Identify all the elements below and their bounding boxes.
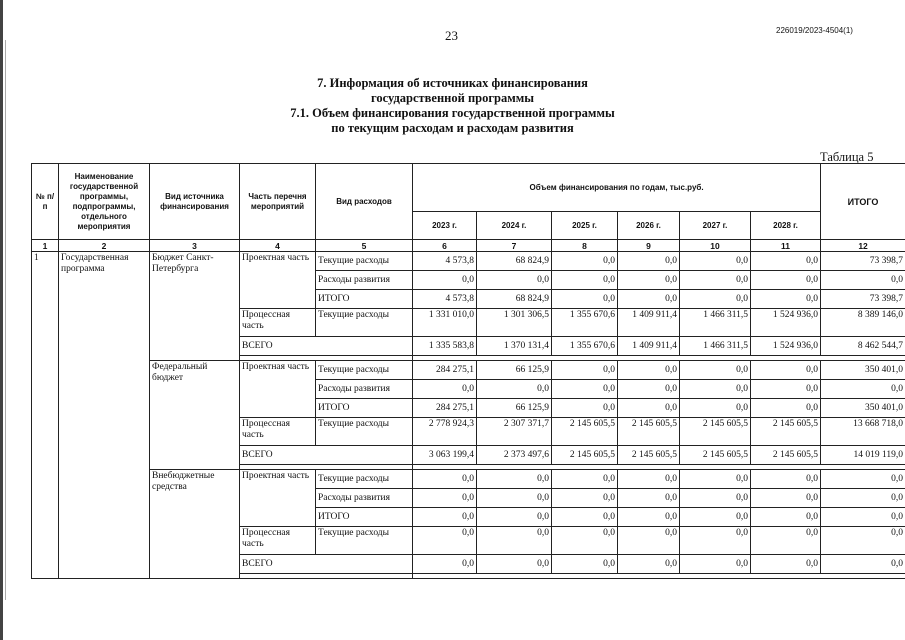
value-cell: 0,0 bbox=[751, 527, 821, 555]
scan-edge bbox=[0, 0, 3, 640]
value-cell: 2 778 924,3 bbox=[413, 418, 477, 446]
value-cell: 0,0 bbox=[618, 527, 680, 555]
value-cell: 284 275,1 bbox=[413, 399, 477, 418]
spacer-cell bbox=[413, 574, 905, 579]
value-cell: 0,0 bbox=[618, 399, 680, 418]
value-cell: 0,0 bbox=[821, 527, 905, 555]
value-cell: 0,0 bbox=[618, 380, 680, 399]
title-line: 7.1. Объем финансирования государственной программы bbox=[290, 106, 615, 120]
value-cell: 0,0 bbox=[552, 508, 618, 527]
table-row bbox=[32, 361, 905, 380]
source-name: Внебюджетные средства bbox=[150, 470, 240, 579]
header-year: 2025 г. bbox=[552, 212, 618, 240]
vsego-label: ВСЕГО bbox=[240, 337, 413, 356]
value-cell: 4 573,8 bbox=[413, 252, 477, 271]
column-number: 2 bbox=[59, 240, 150, 252]
section-title bbox=[200, 76, 705, 136]
value-cell: 0,0 bbox=[751, 470, 821, 489]
value-cell: 1 370 131,4 bbox=[477, 337, 552, 356]
header-year: 2028 г. bbox=[751, 212, 821, 240]
value-cell: 0,0 bbox=[751, 399, 821, 418]
expense-type: Расходы развития bbox=[316, 271, 413, 290]
value-cell: 0,0 bbox=[680, 489, 751, 508]
expense-type: Текущие расходы bbox=[316, 527, 413, 555]
value-cell: 0,0 bbox=[680, 399, 751, 418]
financing-table bbox=[31, 163, 905, 579]
expense-type: Расходы развития bbox=[316, 380, 413, 399]
value-cell: 0,0 bbox=[477, 470, 552, 489]
value-cell: 0,0 bbox=[413, 555, 477, 574]
value-cell: 0,0 bbox=[413, 489, 477, 508]
expense-type: Текущие расходы bbox=[316, 418, 413, 446]
value-cell: 0,0 bbox=[751, 361, 821, 380]
value-cell: 2 145 605,5 bbox=[751, 418, 821, 446]
expense-type: Текущие расходы bbox=[316, 309, 413, 337]
value-cell: 0,0 bbox=[821, 271, 905, 290]
table-row bbox=[32, 470, 905, 489]
expense-type: Текущие расходы bbox=[316, 252, 413, 271]
part-name: Проектная часть bbox=[240, 361, 316, 418]
value-cell: 0,0 bbox=[552, 470, 618, 489]
value-cell: 0,0 bbox=[477, 380, 552, 399]
value-cell: 2 145 605,5 bbox=[552, 446, 618, 465]
value-cell: 0,0 bbox=[751, 252, 821, 271]
header-year: 2024 г. bbox=[477, 212, 552, 240]
value-cell: 1 524 936,0 bbox=[751, 309, 821, 337]
value-cell: 0,0 bbox=[680, 508, 751, 527]
value-cell: 0,0 bbox=[751, 508, 821, 527]
value-cell: 68 824,9 bbox=[477, 290, 552, 309]
expense-type: ИТОГО bbox=[316, 290, 413, 309]
value-cell: 1 331 010,0 bbox=[413, 309, 477, 337]
value-cell: 2 145 605,5 bbox=[751, 446, 821, 465]
value-cell: 3 063 199,4 bbox=[413, 446, 477, 465]
table-row bbox=[32, 252, 905, 271]
column-number: 5 bbox=[316, 240, 413, 252]
value-cell: 0,0 bbox=[413, 527, 477, 555]
value-cell: 1 466 311,5 bbox=[680, 309, 751, 337]
value-cell: 8 389 146,0 bbox=[821, 309, 905, 337]
value-cell: 66 125,9 bbox=[477, 361, 552, 380]
vsego-label: ВСЕГО bbox=[240, 446, 413, 465]
value-cell: 8 462 544,7 bbox=[821, 337, 905, 356]
value-cell: 0,0 bbox=[751, 555, 821, 574]
value-cell: 73 398,7 bbox=[821, 290, 905, 309]
value-cell: 1 409 911,4 bbox=[618, 309, 680, 337]
source-name: Бюджет Санкт-Петербурга bbox=[150, 252, 240, 361]
column-number: 7 bbox=[477, 240, 552, 252]
value-cell: 2 145 605,5 bbox=[680, 418, 751, 446]
value-cell: 0,0 bbox=[413, 470, 477, 489]
column-number: 10 bbox=[680, 240, 751, 252]
part-name: Процессная часть bbox=[240, 527, 316, 555]
part-name: Процессная часть bbox=[240, 418, 316, 446]
row-number: 1 bbox=[32, 252, 59, 579]
header-expense: Вид расходов bbox=[316, 164, 413, 240]
value-cell: 0,0 bbox=[477, 508, 552, 527]
column-number: 9 bbox=[618, 240, 680, 252]
value-cell: 0,0 bbox=[477, 271, 552, 290]
value-cell: 0,0 bbox=[618, 470, 680, 489]
value-cell: 0,0 bbox=[680, 252, 751, 271]
value-cell: 0,0 bbox=[821, 508, 905, 527]
value-cell: 0,0 bbox=[618, 361, 680, 380]
value-cell: 2 145 605,5 bbox=[680, 446, 751, 465]
value-cell: 0,0 bbox=[413, 508, 477, 527]
value-cell: 1 335 583,8 bbox=[413, 337, 477, 356]
value-cell: 0,0 bbox=[552, 527, 618, 555]
table-caption: Таблица 5 bbox=[820, 150, 874, 164]
expense-type: ИТОГО bbox=[316, 399, 413, 418]
value-cell: 0,0 bbox=[618, 290, 680, 309]
page-number: 23 bbox=[445, 28, 458, 43]
value-cell: 2 373 497,6 bbox=[477, 446, 552, 465]
value-cell: 1 355 670,6 bbox=[552, 337, 618, 356]
source-name: Федеральный бюджет bbox=[150, 361, 240, 470]
value-cell: 0,0 bbox=[413, 380, 477, 399]
part-name: Проектная часть bbox=[240, 470, 316, 527]
value-cell: 0,0 bbox=[552, 361, 618, 380]
part-name: Процессная часть bbox=[240, 309, 316, 337]
document-reference: 226019/2023-4504(1) bbox=[776, 26, 853, 35]
value-cell: 0,0 bbox=[821, 489, 905, 508]
expense-type: Расходы развития bbox=[316, 489, 413, 508]
part-name: Проектная часть bbox=[240, 252, 316, 309]
header-year: 2023 г. bbox=[413, 212, 477, 240]
value-cell: 350 401,0 bbox=[821, 361, 905, 380]
value-cell: 0,0 bbox=[477, 527, 552, 555]
header-volume: Объем финансирования по годам, тыс.руб. bbox=[413, 164, 821, 212]
expense-type: Текущие расходы bbox=[316, 470, 413, 489]
header-year: 2026 г. bbox=[618, 212, 680, 240]
value-cell: 1 524 936,0 bbox=[751, 337, 821, 356]
value-cell: 1 409 911,4 bbox=[618, 337, 680, 356]
value-cell: 68 824,9 bbox=[477, 252, 552, 271]
value-cell: 2 145 605,5 bbox=[618, 446, 680, 465]
expense-type: Текущие расходы bbox=[316, 361, 413, 380]
value-cell: 0,0 bbox=[618, 271, 680, 290]
value-cell: 0,0 bbox=[751, 380, 821, 399]
value-cell: 2 145 605,5 bbox=[618, 418, 680, 446]
header-year: 2027 г. bbox=[680, 212, 751, 240]
value-cell: 0,0 bbox=[618, 489, 680, 508]
title-line: по текущим расходам и расходам развития bbox=[331, 121, 574, 135]
value-cell: 4 573,8 bbox=[413, 290, 477, 309]
value-cell: 0,0 bbox=[680, 555, 751, 574]
header-name: Наименование государственной программы, подпрограммы, отдельного мероприятия bbox=[59, 164, 150, 240]
column-number: 1 bbox=[32, 240, 59, 252]
value-cell: 0,0 bbox=[477, 555, 552, 574]
value-cell: 0,0 bbox=[618, 252, 680, 271]
spacer-cell bbox=[240, 574, 413, 579]
title-line: государственной программы bbox=[370, 91, 535, 105]
value-cell: 0,0 bbox=[552, 290, 618, 309]
program-name: Государственная программа bbox=[59, 252, 150, 579]
value-cell: 1 301 306,5 bbox=[477, 309, 552, 337]
value-cell: 0,0 bbox=[751, 271, 821, 290]
value-cell: 0,0 bbox=[821, 555, 905, 574]
value-cell: 1 355 670,6 bbox=[552, 309, 618, 337]
value-cell: 0,0 bbox=[618, 508, 680, 527]
value-cell: 66 125,9 bbox=[477, 399, 552, 418]
column-number: 3 bbox=[150, 240, 240, 252]
header-total: ИТОГО bbox=[821, 164, 905, 240]
value-cell: 0,0 bbox=[552, 489, 618, 508]
value-cell: 73 398,7 bbox=[821, 252, 905, 271]
value-cell: 0,0 bbox=[751, 489, 821, 508]
value-cell: 0,0 bbox=[413, 271, 477, 290]
value-cell: 350 401,0 bbox=[821, 399, 905, 418]
value-cell: 0,0 bbox=[552, 380, 618, 399]
value-cell: 0,0 bbox=[477, 489, 552, 508]
value-cell: 0,0 bbox=[821, 470, 905, 489]
value-cell: 0,0 bbox=[680, 527, 751, 555]
value-cell: 0,0 bbox=[552, 555, 618, 574]
column-number: 12 bbox=[821, 240, 905, 252]
value-cell: 0,0 bbox=[821, 380, 905, 399]
value-cell: 0,0 bbox=[680, 271, 751, 290]
header-part: Часть перечня мероприятий bbox=[240, 164, 316, 240]
scan-edge-line bbox=[5, 40, 6, 600]
value-cell: 2 145 605,5 bbox=[552, 418, 618, 446]
column-number: 8 bbox=[552, 240, 618, 252]
value-cell: 13 668 718,0 bbox=[821, 418, 905, 446]
value-cell: 0,0 bbox=[552, 252, 618, 271]
value-cell: 14 019 119,0 bbox=[821, 446, 905, 465]
header-source: Вид источника финансирования bbox=[150, 164, 240, 240]
column-number: 6 bbox=[413, 240, 477, 252]
header-num: № п/п bbox=[32, 164, 59, 240]
column-number: 4 bbox=[240, 240, 316, 252]
value-cell: 0,0 bbox=[552, 399, 618, 418]
vsego-label: ВСЕГО bbox=[240, 555, 413, 574]
value-cell: 1 466 311,5 bbox=[680, 337, 751, 356]
value-cell: 284 275,1 bbox=[413, 361, 477, 380]
column-number: 11 bbox=[751, 240, 821, 252]
title-line: 7. Информация об источниках финансирования bbox=[317, 76, 588, 90]
value-cell: 0,0 bbox=[751, 290, 821, 309]
expense-type: ИТОГО bbox=[316, 508, 413, 527]
value-cell: 0,0 bbox=[618, 555, 680, 574]
value-cell: 0,0 bbox=[680, 380, 751, 399]
value-cell: 0,0 bbox=[680, 470, 751, 489]
value-cell: 0,0 bbox=[552, 271, 618, 290]
value-cell: 2 307 371,7 bbox=[477, 418, 552, 446]
value-cell: 0,0 bbox=[680, 290, 751, 309]
value-cell: 0,0 bbox=[680, 361, 751, 380]
